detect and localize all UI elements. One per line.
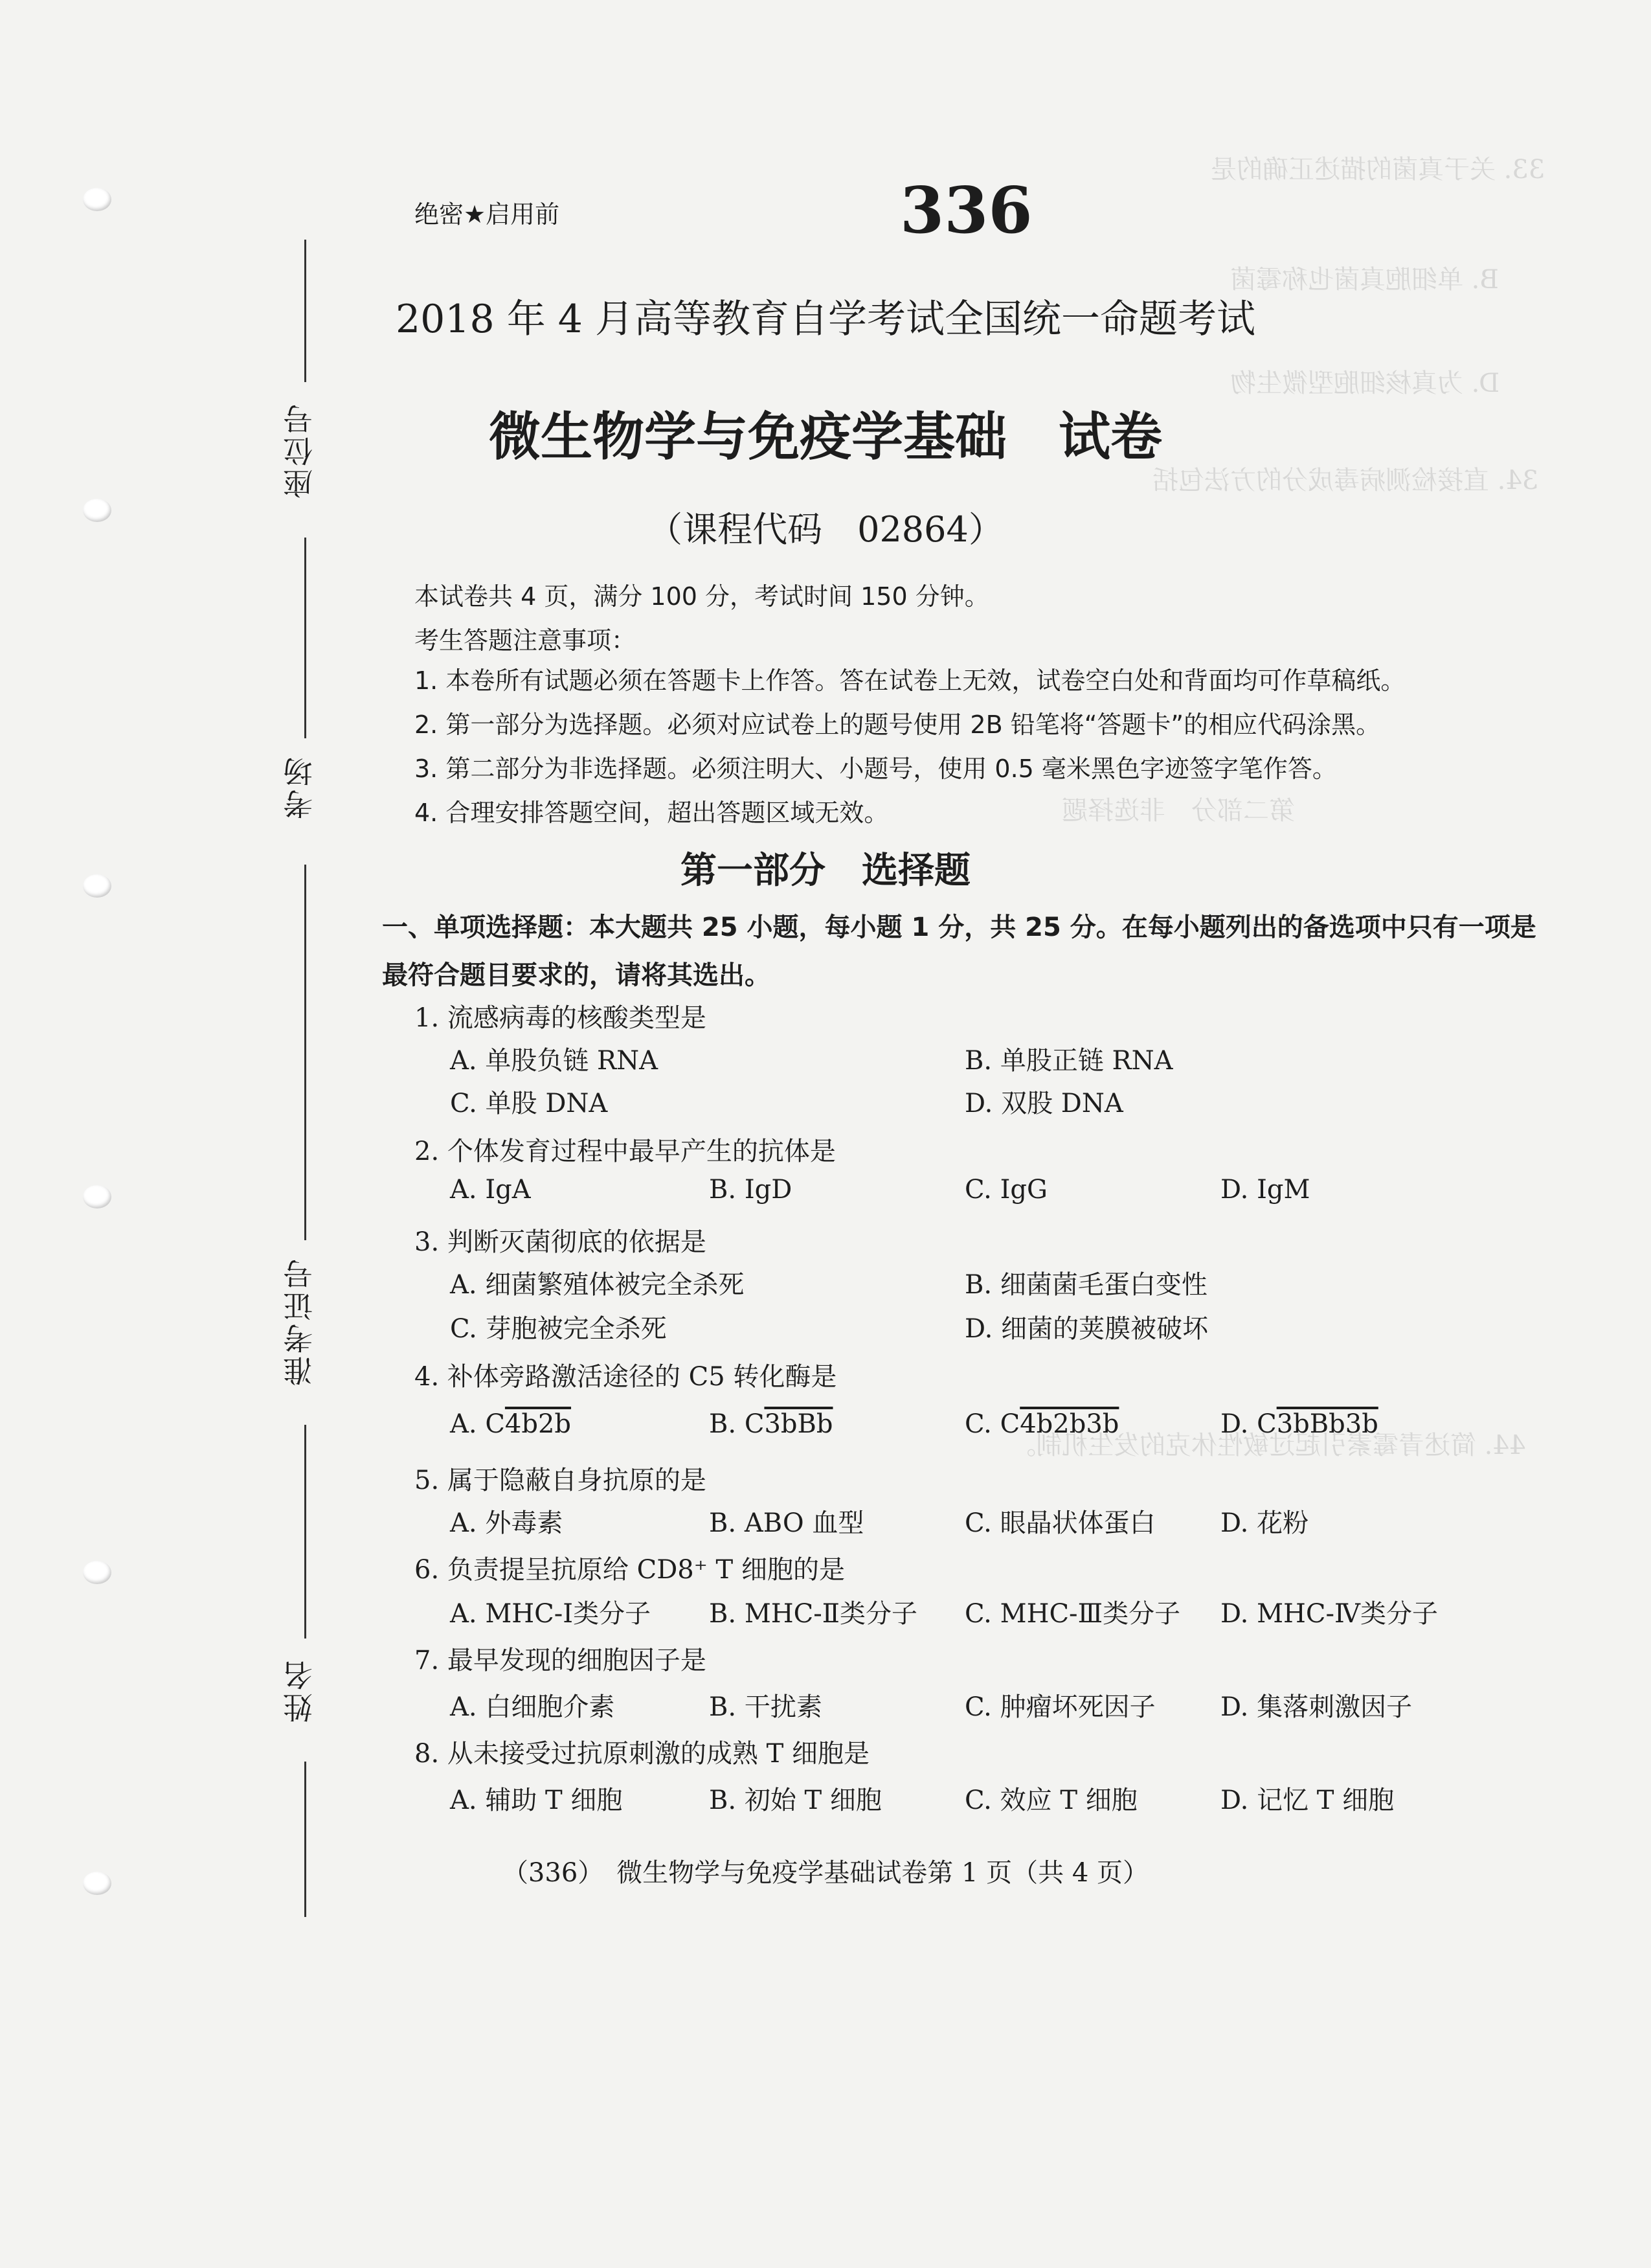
binding-line bbox=[304, 538, 306, 738]
option-c: C. IgG bbox=[965, 1175, 1048, 1205]
question-stem: 8. 从未接受过抗原刺激的成熟 T 细胞是 bbox=[414, 1739, 870, 1769]
option-c: C. MHC-Ⅲ类分子 bbox=[965, 1599, 1181, 1629]
option-value: 4b2b3b bbox=[1020, 1409, 1119, 1439]
option-d: D. 记忆 T 细胞 bbox=[1220, 1786, 1395, 1815]
question-section-header: 一、单项选择题：本大题共 25 小题，每小题 1 分，共 25 分。在每小题列出的备选项中只有一项是最符合题目要求的，请将其选出。 bbox=[382, 913, 1536, 990]
option-b: B. 单股正链 RNA bbox=[965, 1046, 1173, 1076]
notice-title: 考生答题注意事项： bbox=[414, 626, 636, 655]
option-c: C. 芽胞被完全杀死 bbox=[450, 1314, 667, 1344]
option-b: B. 细菌菌毛蛋白变性 bbox=[965, 1270, 1207, 1300]
punch-hole bbox=[83, 1561, 111, 1584]
show-through-text: 34. 直接检测病毒成分的方法包括 bbox=[1152, 466, 1539, 495]
option-d: D. 细菌的荚膜被破坏 bbox=[965, 1314, 1209, 1344]
option-label: B. C bbox=[709, 1409, 765, 1439]
option-a: A. 辅助 T 细胞 bbox=[450, 1786, 623, 1815]
option-d: D. 花粉 bbox=[1220, 1508, 1309, 1538]
option-a: A. 单股负链 RNA bbox=[450, 1046, 658, 1076]
show-through-text: B. 单细胞真菌也称霉菌 bbox=[1230, 265, 1499, 295]
option-b bbox=[709, 1409, 833, 1439]
option-c: C. 效应 T 细胞 bbox=[965, 1786, 1138, 1815]
paper-title: 微生物学与免疫学基础 试卷 bbox=[489, 406, 1162, 467]
notice-item: 3. 第二部分为非选择题。必须注明大、小题号，使用 0.5 毫米黑色字迹签字笔作答。 bbox=[414, 754, 1337, 783]
question-stem: 5. 属于隐蔽自身抗原的是 bbox=[414, 1466, 706, 1495]
option-label: D. C bbox=[1220, 1409, 1277, 1439]
option-value: 3bBb bbox=[764, 1409, 833, 1439]
show-through-text: 第二部分 非选择题 bbox=[1062, 796, 1295, 826]
option-a: A. IgA bbox=[450, 1175, 531, 1205]
paper-code: 336 bbox=[900, 174, 1033, 248]
confidential-mark: 绝密★启用前 bbox=[414, 200, 560, 229]
show-through-text: 44. 简述青霉素引起过敏性休克的发生机制。 bbox=[1010, 1431, 1526, 1460]
binding-line bbox=[304, 1762, 306, 1917]
option-c: C. 单股 DNA bbox=[450, 1089, 608, 1118]
punch-hole bbox=[83, 188, 111, 211]
option-d: D. 集落刺激因子 bbox=[1220, 1692, 1413, 1722]
option-b: B. MHC-Ⅱ类分子 bbox=[709, 1599, 917, 1629]
option-a bbox=[450, 1409, 571, 1439]
option-d: D. 双股 DNA bbox=[965, 1089, 1123, 1118]
question-stem: 6. 负责提呈抗原给 CD8⁺ T 细胞的是 bbox=[414, 1555, 845, 1585]
paper-summary: 本试卷共 4 页，满分 100 分，考试时间 150 分钟。 bbox=[414, 582, 989, 611]
binding-line bbox=[304, 1425, 306, 1639]
option-a: A. MHC-Ⅰ类分子 bbox=[450, 1599, 651, 1629]
question-stem: 1. 流感病毒的核酸类型是 bbox=[414, 1003, 706, 1033]
show-through-text: 33. 关于真菌的描述正确的是 bbox=[1211, 155, 1545, 185]
admission-ticket-label: 准考证号 bbox=[282, 1256, 317, 1386]
punch-hole bbox=[83, 1185, 111, 1208]
option-b: B. 初始 T 细胞 bbox=[709, 1786, 882, 1815]
option-label: A. C bbox=[450, 1409, 505, 1439]
option-a: A. 细菌繁殖体被完全杀死 bbox=[450, 1270, 745, 1300]
option-label: C. C bbox=[965, 1409, 1020, 1439]
option-d: D. IgM bbox=[1220, 1175, 1310, 1205]
option-b: B. ABO 血型 bbox=[709, 1508, 864, 1538]
option-c: C. 肿瘤坏死因子 bbox=[965, 1692, 1156, 1722]
part-title: 第一部分 选择题 bbox=[680, 850, 971, 892]
page-footer: （336） 微生物学与免疫学基础试卷第 1 页（共 4 页） bbox=[502, 1858, 1149, 1888]
option-c bbox=[965, 1409, 1119, 1439]
exam-room-label: 考场 bbox=[282, 754, 317, 819]
option-a: A. 外毒素 bbox=[450, 1508, 563, 1538]
option-d bbox=[1220, 1409, 1378, 1439]
option-value: 3bBb3b bbox=[1276, 1409, 1378, 1439]
question-stem: 3. 判断灭菌彻底的依据是 bbox=[414, 1227, 706, 1257]
notice-item: 4. 合理安排答题空间，超出答题区域无效。 bbox=[414, 799, 889, 827]
option-d: D. MHC-Ⅳ类分子 bbox=[1220, 1599, 1438, 1629]
option-a: A. 白细胞介素 bbox=[450, 1692, 615, 1722]
option-b: B. IgD bbox=[709, 1175, 792, 1205]
show-through-text: D. 为真核细胞型微生物 bbox=[1230, 369, 1500, 398]
course-code: （课程代码 02864） bbox=[647, 509, 1004, 550]
notice-item: 1. 本卷所有试题必须在答题卡上作答。答在试卷上无效，试卷空白处和背面均可作草稿纸。 bbox=[414, 666, 1406, 695]
question-stem: 7. 最早发现的细胞因子是 bbox=[414, 1646, 706, 1675]
name-label: 姓名 bbox=[282, 1658, 317, 1723]
option-c: C. 眼晶状体蛋白 bbox=[965, 1508, 1156, 1538]
option-value: 4b2b bbox=[504, 1409, 572, 1439]
exam-title: 2018 年 4 月高等教育自学考试全国统一命题考试 bbox=[395, 297, 1256, 342]
option-b: B. 干扰素 bbox=[709, 1692, 822, 1722]
notice-item: 2. 第一部分为选择题。必须对应试卷上的题号使用 2B 铅笔将“答题卡”的相应代码涂黑。 bbox=[414, 710, 1381, 739]
question-stem: 4. 补体旁路激活途径的 C5 转化酶是 bbox=[414, 1362, 837, 1392]
binding-line bbox=[304, 865, 306, 1240]
seat-number-label: 座位号 bbox=[282, 402, 317, 499]
question-stem: 2. 个体发育过程中最早产生的抗体是 bbox=[414, 1137, 836, 1166]
